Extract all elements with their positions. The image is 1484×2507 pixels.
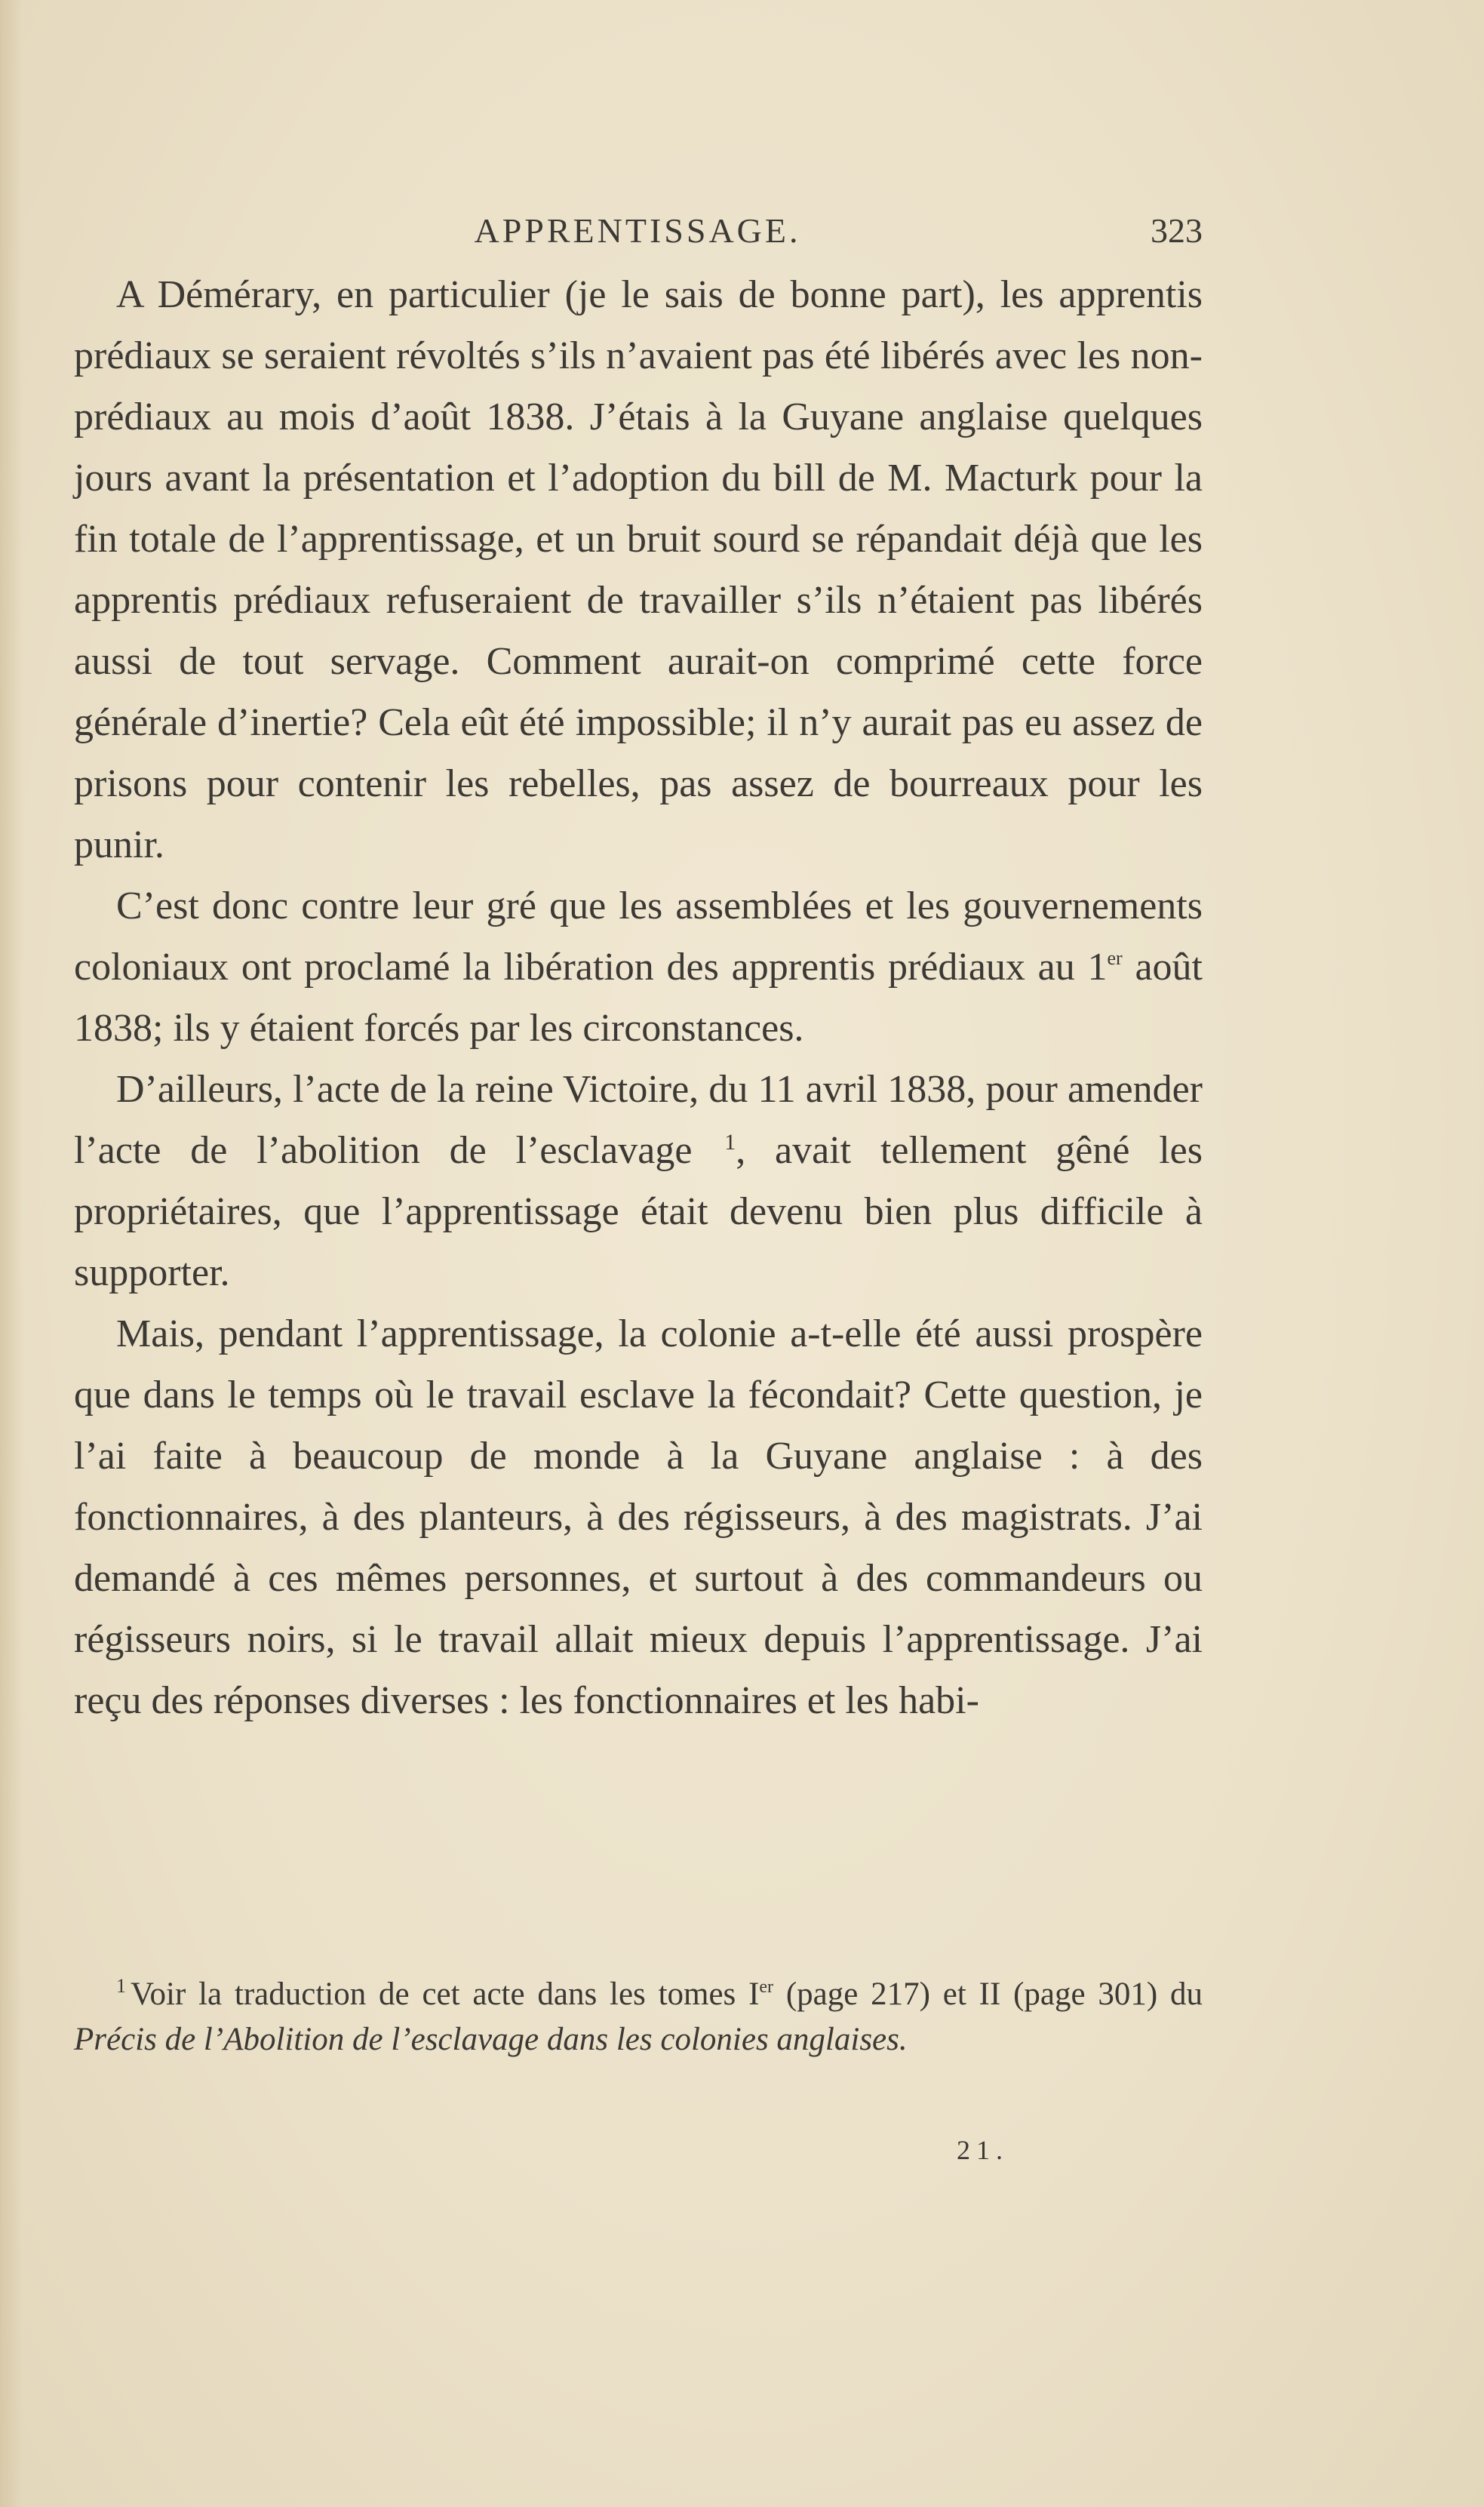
paragraph-2-text-start: C’est donc contre leur gré que les assemblées et les gouvernements coloniaux ont proclamé la libération des apprentis prédiaux au 1: [74, 884, 1203, 989]
running-title: APPRENTISSAGE.: [474, 211, 801, 250]
footnote-text-middle: (page 217) et II (page 301) du: [773, 1976, 1203, 2012]
main-text: [74, 264, 1203, 1731]
footnote-marker: 1: [116, 1975, 126, 1997]
paragraph-2-text-end: août 1838; ils y étaient forcés par les circonstances.: [74, 946, 1203, 1050]
footnote-ordinal-superscript: er: [759, 1977, 774, 1997]
footnote-area: [74, 1964, 1203, 2063]
footnote-1: [74, 1964, 1203, 2063]
signature-mark: 21.: [957, 2135, 1009, 2165]
footnote-book-title: Précis de l’Abolition de l’esclavage dans les colonies anglaises.: [74, 2022, 908, 2057]
ordinal-superscript: er: [1107, 947, 1123, 969]
paragraph-3: [74, 1059, 1203, 1303]
footnote-reference: 1: [724, 1130, 736, 1155]
paragraph-4: Mais, pendant l’apprentissage, la colonie a-t-elle été aussi prospère que dans le temps où le travail esclave la fécondait? Cette question, je l’ai faite à beaucoup de monde à la Guyane anglaise : à des fonctionnaires, à des planteurs, à des régisseurs, à des magistrats. J’ai demandé à ces mêmes personnes, et surtout à des commandeurs ou régisseurs noirs, si le travail allait mieux depuis l’apprentissage. J’ai reçu des réponses diverses : les fonctionnaires et les habi-: [74, 1312, 1203, 1722]
paragraph-3-text-start: D’ailleurs, l’acte de la reine Victoire, du 11 avril 1838, pour amender l’acte de l’abolition de l’esclavage: [74, 1068, 1203, 1172]
footnote-text-start: Voir la traduction de cet acte dans les tomes I: [131, 1976, 760, 2012]
paragraph-1: A Démérary, en particulier (je le sais de bonne part), les apprentis prédiaux se seraient révoltés s’ils n’avaient pas été libérés avec les non-prédiaux au mois d’août 1838. J’étais à la Guyane anglaise quelques jours avant la présentation et l’adoption du bill de M. Macturk pour la fin totale de l’apprentissage, et un bruit sourd se répandait déjà que les apprentis prédiaux refuseraient de travailler s’ils n’étaient pas libérés aussi de tout servage. Comment aurait-on comprimé cette force générale d’inertie? Cela eût été impossible; il n’y aurait pas eu assez de prisons pour contenir les rebelles, pas assez de bourreaux pour les punir.: [74, 273, 1203, 866]
running-head: [72, 207, 1203, 255]
paragraph-3-text-end: , avait tellement gêné les propriétaires, que l’apprentissage était devenu bien plus difficile à supporter.: [74, 1129, 1203, 1294]
page-number: 323: [1151, 211, 1203, 250]
paragraph-2: [74, 875, 1203, 1059]
page-edge-shadow: [0, 0, 23, 2507]
